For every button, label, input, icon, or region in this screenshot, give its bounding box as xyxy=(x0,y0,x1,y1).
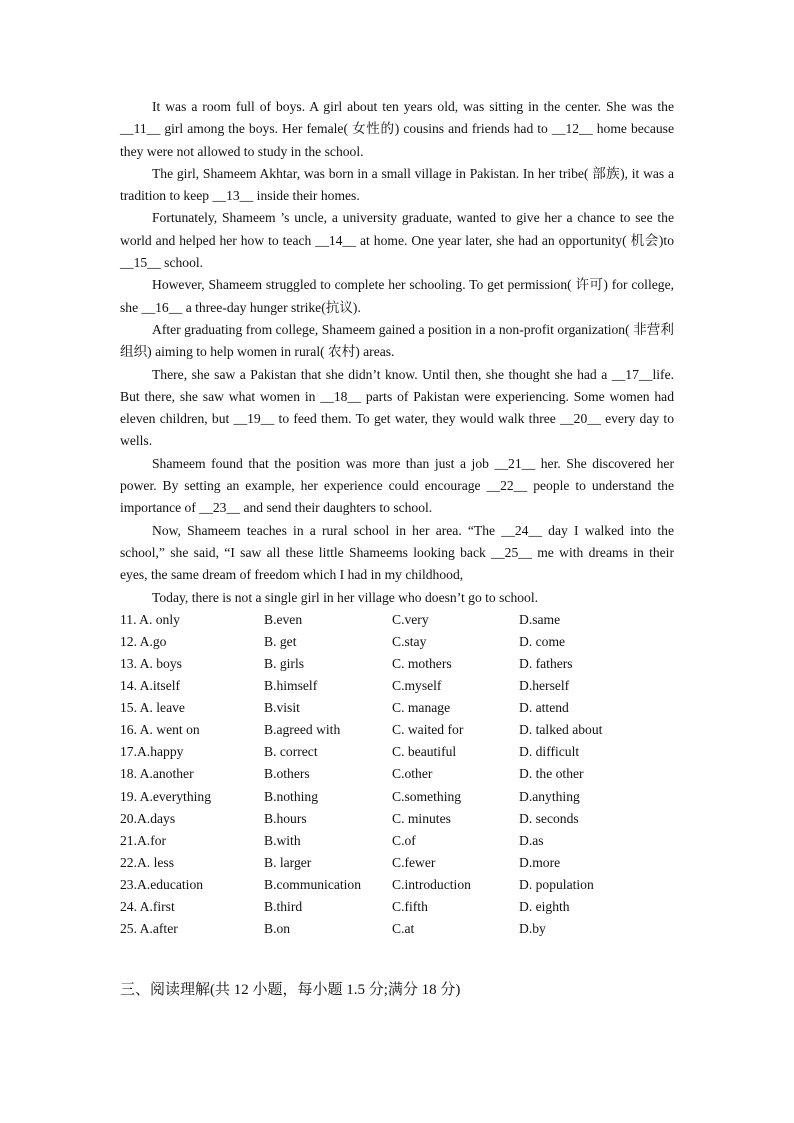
question-row-18 xyxy=(120,763,674,785)
question-row-24 xyxy=(120,896,674,918)
passage-paragraph: The girl, Shameem Akhtar, was born in a small village in Pakistan. In her tribe( 部族), it was a tradition to keep __13__ inside their homes. xyxy=(120,165,674,204)
option-a: 14. A.itself xyxy=(120,678,181,694)
option-c: C. manage xyxy=(392,700,451,716)
option-d: D. population xyxy=(519,876,594,892)
exam-page xyxy=(120,96,674,940)
passage-paragraph: Fortunately, Shameem ’s uncle, a university graduate, wanted to give her a chance to see the world and helped her how to teach __14__ at home. One year later, she had an opportunity( 机会)to __15__ school. xyxy=(120,210,674,271)
question-row-22 xyxy=(120,852,674,874)
passage-paragraph: Shameem found that the position was more than just a job __21__ her. She discovered her power. By setting an example, her experience could encourage __22__ people to understand the importance of __23__ and send their daughters to school. xyxy=(120,455,674,516)
option-d: D. the other xyxy=(519,766,584,782)
question-row-21 xyxy=(120,830,674,852)
option-b: B.communication xyxy=(264,876,362,892)
option-b: B. get xyxy=(264,633,297,649)
option-b: B.others xyxy=(264,766,310,782)
option-d: D. talked about xyxy=(519,722,603,738)
option-b: B.with xyxy=(264,832,301,848)
passage-paragraph: However, Shameem struggled to complete her schooling. To get permission( 许可) for college, she __16__ a three-day hunger strike(抗议). xyxy=(120,277,674,315)
passage-paragraph: There, she saw a Pakistan that she didn’t know. Until then, she thought she had a __17__life. But there, she saw what women in __18__ parts of Pakistan were experiencing. Some women had eleven children, but __19__ to feed them. To get water, they would walk three __20__ every day to wells. xyxy=(120,366,674,449)
option-b: B. correct xyxy=(264,744,318,760)
option-d: D.herself xyxy=(519,678,570,694)
option-d: D.as xyxy=(519,832,544,848)
option-b: B. larger xyxy=(264,854,312,870)
question-row-17 xyxy=(120,741,674,763)
option-c: C.very xyxy=(392,611,429,627)
option-c: C. waited for xyxy=(392,722,464,738)
option-a: 20.A.days xyxy=(120,810,176,826)
option-a: 25. A.after xyxy=(120,921,178,937)
answer-options xyxy=(120,609,674,940)
option-d: D. come xyxy=(519,633,566,649)
option-a: 17.A.happy xyxy=(120,744,184,760)
option-a: 18. A.another xyxy=(120,766,194,782)
option-a: 22.A. less xyxy=(120,854,174,870)
question-row-20 xyxy=(120,808,674,830)
question-row-23 xyxy=(120,874,674,896)
option-c: C. minutes xyxy=(392,810,451,826)
question-row-25 xyxy=(120,918,674,940)
option-d: D. eighth xyxy=(519,899,570,915)
option-d: D.by xyxy=(519,921,546,937)
question-row-16 xyxy=(120,719,674,741)
passage-paragraph: It was a room full of boys. A girl about ten years old, was sitting in the center. She was the __11__ girl among the boys. Her female( 女性的) cousins and friends had to __12__ home because they were not allowed to study in the school. xyxy=(120,99,674,159)
option-c: C.other xyxy=(392,766,433,782)
option-b: B.third xyxy=(264,899,303,915)
option-a: 16. A. went on xyxy=(120,722,200,738)
option-c: C.at xyxy=(392,921,415,937)
option-d: D.anything xyxy=(519,788,580,804)
section-heading: 三、阅读理解(共 12 小题，每小题 1.5 分;满分 18 分) xyxy=(120,982,461,998)
option-d: D. difficult xyxy=(519,744,580,760)
option-b: B.agreed with xyxy=(264,722,341,738)
question-row-11 xyxy=(120,609,674,631)
option-a: 11. A. only xyxy=(120,611,180,627)
option-b: B.hours xyxy=(264,810,307,826)
option-b: B. girls xyxy=(264,656,305,672)
option-b: B.nothing xyxy=(264,788,319,804)
option-c: C. beautiful xyxy=(392,744,457,760)
option-c: C.something xyxy=(392,788,462,804)
question-row-12 xyxy=(120,631,674,653)
question-row-14 xyxy=(120,675,674,697)
question-row-19 xyxy=(120,786,674,808)
option-a: 24. A.first xyxy=(120,899,175,915)
option-d: D.same xyxy=(519,611,561,627)
option-d: D.more xyxy=(519,854,561,870)
passage-paragraph: After graduating from college, Shameem gained a position in a non-profit organization( 非营利组织) aiming to help women in rural( 农村) areas. xyxy=(120,321,674,360)
option-a: 13. A. boys xyxy=(120,656,182,672)
cloze-passage xyxy=(120,96,674,609)
option-c: C.myself xyxy=(392,678,442,694)
option-d: D. seconds xyxy=(519,810,579,826)
option-b: B.himself xyxy=(264,678,318,694)
option-b: B.visit xyxy=(264,700,300,716)
option-c: C.fifth xyxy=(392,899,428,915)
question-row-13 xyxy=(120,653,674,675)
option-d: D. fathers xyxy=(519,656,573,672)
option-a: 23.A.education xyxy=(120,876,204,892)
option-a: 15. A. leave xyxy=(120,700,185,716)
option-a: 19. A.everything xyxy=(120,788,211,804)
option-c: C.introduction xyxy=(392,876,471,892)
option-a: 12. A.go xyxy=(120,633,167,649)
option-c: C.of xyxy=(392,832,416,848)
passage-paragraph: Now, Shameem teaches in a rural school in her area. “The __24__ day I walked into the school,” she said, “I saw all these little Shameems looking back __25__ me with dreams in their eyes, the same dream of freedom which I had in my childhood, xyxy=(120,522,674,583)
option-b: B.even xyxy=(264,611,303,627)
option-c: C.fewer xyxy=(392,854,436,870)
option-c: C. mothers xyxy=(392,656,452,672)
passage-paragraph: Today, there is not a single girl in her village who doesn’t go to school. xyxy=(152,589,539,605)
question-row-15 xyxy=(120,697,674,719)
option-c: C.stay xyxy=(392,633,427,649)
option-d: D. attend xyxy=(519,700,569,716)
option-a: 21.A.for xyxy=(120,832,167,848)
option-b: B.on xyxy=(264,921,291,937)
